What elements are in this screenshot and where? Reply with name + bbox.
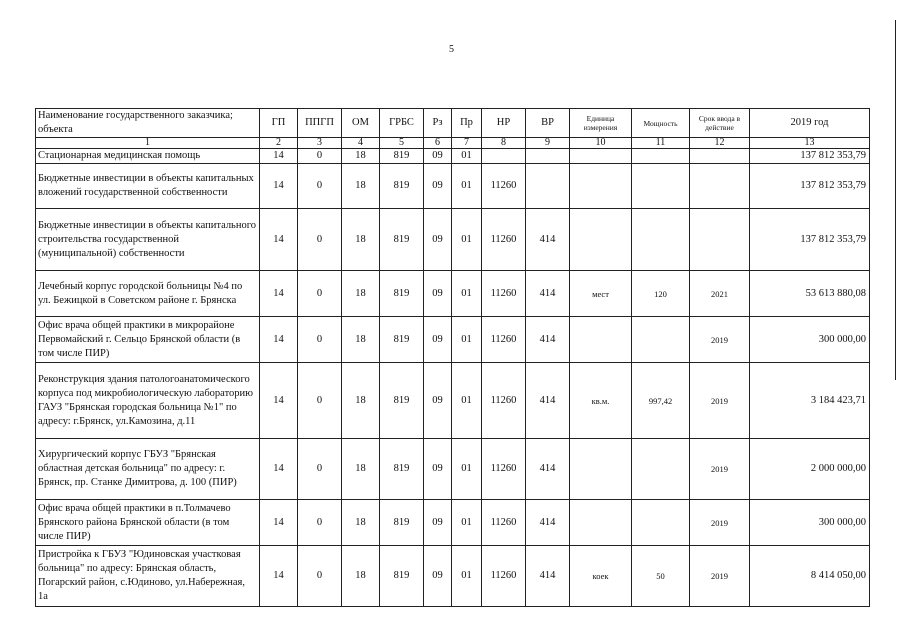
cell-pr: 01: [452, 164, 482, 209]
cell-grbs: 819: [380, 500, 424, 546]
table-row: [36, 546, 870, 607]
cell-ppgp: 0: [298, 363, 342, 439]
cell-vr: 414: [526, 317, 570, 363]
cell-name: Бюджетные инвестиции в объекты капитальных вложений государственной собственности: [36, 164, 260, 209]
column-number: 3: [298, 138, 342, 149]
table-row: [36, 209, 870, 271]
col-header-nr: НР: [482, 109, 526, 138]
cell-grbs: 819: [380, 546, 424, 607]
cell-om: 18: [342, 363, 380, 439]
cell-vr: 414: [526, 209, 570, 271]
column-number: 6: [424, 138, 452, 149]
cell-name: Реконструкция здания патологоанатомического корпуса под микробиологическую лабораторию ГАУЗ "Брянская городская больница №1" по адресу: г.Брянск, ул.Камозина, д.11: [36, 363, 260, 439]
cell-unit: [570, 500, 632, 546]
cell-om: 18: [342, 149, 380, 164]
col-header-om: ОМ: [342, 109, 380, 138]
cell-rz: 09: [424, 149, 452, 164]
cell-name: Офис врача общей практики в п.Толмачево Брянского района Брянской области (в том числе ПИР): [36, 500, 260, 546]
cell-nr: 11260: [482, 363, 526, 439]
cell-ppgp: 0: [298, 209, 342, 271]
cell-om: 18: [342, 271, 380, 317]
column-number: 13: [750, 138, 870, 149]
cell-gp: 14: [260, 271, 298, 317]
column-number: 12: [690, 138, 750, 149]
cell-nr: 11260: [482, 439, 526, 500]
cell-rz: 09: [424, 500, 452, 546]
cell-rz: 09: [424, 271, 452, 317]
cell-gp: 14: [260, 149, 298, 164]
cell-vr: [526, 149, 570, 164]
cell-ppgp: 0: [298, 271, 342, 317]
cell-vr: 414: [526, 500, 570, 546]
cell-term: 2019: [690, 439, 750, 500]
cell-grbs: 819: [380, 149, 424, 164]
cell-term: [690, 164, 750, 209]
cell-name: Пристройка к ГБУЗ "Юдиновская участковая больница" по адресу: Брянская область, Погарский район, с.Юдиново, ул.Набережная, 1а: [36, 546, 260, 607]
cell-grbs: 819: [380, 439, 424, 500]
column-number: 8: [482, 138, 526, 149]
cell-power: 997,42: [632, 363, 690, 439]
cell-term: [690, 149, 750, 164]
column-number-row: [36, 138, 870, 149]
cell-amount: 53 613 880,08: [750, 271, 870, 317]
cell-grbs: 819: [380, 317, 424, 363]
cell-gp: 14: [260, 546, 298, 607]
cell-amount: 300 000,00: [750, 500, 870, 546]
scan-edge-line: [895, 20, 896, 380]
cell-pr: 01: [452, 271, 482, 317]
table-row: [36, 271, 870, 317]
budget-table: [35, 108, 870, 607]
cell-term: 2019: [690, 546, 750, 607]
table-row: [36, 439, 870, 500]
cell-gp: 14: [260, 439, 298, 500]
cell-om: 18: [342, 500, 380, 546]
cell-om: 18: [342, 209, 380, 271]
cell-name: Офис врача общей практики в микрорайоне Первомайский г. Сельцо Брянской области (в том числе ПИР): [36, 317, 260, 363]
cell-rz: 09: [424, 439, 452, 500]
cell-power: 120: [632, 271, 690, 317]
column-number: 9: [526, 138, 570, 149]
col-header-gp: ГП: [260, 109, 298, 138]
cell-grbs: 819: [380, 164, 424, 209]
cell-name: Хирургический корпус ГБУЗ "Брянская областная детская больница" по адресу: г. Брянск, пр. Станке Димитрова, д. 100 (ПИР): [36, 439, 260, 500]
cell-nr: 11260: [482, 500, 526, 546]
cell-unit: коек: [570, 546, 632, 607]
cell-unit: [570, 149, 632, 164]
cell-amount: 3 184 423,71: [750, 363, 870, 439]
column-number: 2: [260, 138, 298, 149]
cell-nr: [482, 149, 526, 164]
cell-amount: 137 812 353,79: [750, 149, 870, 164]
cell-pr: 01: [452, 317, 482, 363]
cell-amount: 137 812 353,79: [750, 209, 870, 271]
col-header-term: Срок ввода в действие: [690, 109, 750, 138]
col-header-pr: Пр: [452, 109, 482, 138]
cell-pr: 01: [452, 149, 482, 164]
col-header-year: 2019 год: [750, 109, 870, 138]
table-row: [36, 164, 870, 209]
cell-pr: 01: [452, 209, 482, 271]
cell-ppgp: 0: [298, 546, 342, 607]
col-header-grbs: ГРБС: [380, 109, 424, 138]
cell-power: [632, 164, 690, 209]
cell-rz: 09: [424, 546, 452, 607]
cell-nr: 11260: [482, 317, 526, 363]
cell-rz: 09: [424, 317, 452, 363]
cell-pr: 01: [452, 546, 482, 607]
cell-vr: 414: [526, 546, 570, 607]
cell-om: 18: [342, 439, 380, 500]
cell-term: [690, 209, 750, 271]
column-number: 1: [36, 138, 260, 149]
cell-vr: 414: [526, 271, 570, 317]
column-number: 11: [632, 138, 690, 149]
cell-power: [632, 317, 690, 363]
cell-ppgp: 0: [298, 149, 342, 164]
cell-nr: 11260: [482, 209, 526, 271]
table-row: [36, 363, 870, 439]
col-header-name: Наименование государственного заказчика; объекта: [36, 109, 260, 138]
col-header-unit: Единица измерения: [570, 109, 632, 138]
cell-gp: 14: [260, 209, 298, 271]
cell-name: Лечебный корпус городской больницы №4 по ул. Бежицкой в Советском районе г. Брянска: [36, 271, 260, 317]
cell-term: 2019: [690, 363, 750, 439]
cell-name: Стационарная медицинская помощь: [36, 149, 260, 164]
cell-amount: 137 812 353,79: [750, 164, 870, 209]
cell-unit: [570, 317, 632, 363]
col-header-ppgp: ППГП: [298, 109, 342, 138]
cell-vr: [526, 164, 570, 209]
cell-power: [632, 209, 690, 271]
cell-power: 50: [632, 546, 690, 607]
cell-om: 18: [342, 317, 380, 363]
column-number: 4: [342, 138, 380, 149]
cell-rz: 09: [424, 363, 452, 439]
cell-amount: 8 414 050,00: [750, 546, 870, 607]
cell-amount: 300 000,00: [750, 317, 870, 363]
cell-grbs: 819: [380, 363, 424, 439]
cell-nr: 11260: [482, 546, 526, 607]
cell-unit: [570, 164, 632, 209]
cell-pr: 01: [452, 439, 482, 500]
cell-term: 2021: [690, 271, 750, 317]
cell-amount: 2 000 000,00: [750, 439, 870, 500]
cell-ppgp: 0: [298, 500, 342, 546]
cell-nr: 11260: [482, 271, 526, 317]
table-row: [36, 149, 870, 164]
cell-grbs: 819: [380, 209, 424, 271]
cell-ppgp: 0: [298, 164, 342, 209]
cell-unit: [570, 439, 632, 500]
cell-power: [632, 149, 690, 164]
cell-term: 2019: [690, 317, 750, 363]
cell-vr: 414: [526, 363, 570, 439]
col-header-vr: ВР: [526, 109, 570, 138]
cell-pr: 01: [452, 363, 482, 439]
cell-name: Бюджетные инвестиции в объекты капитального строительства государственной (муниципальной) собственности: [36, 209, 260, 271]
cell-rz: 09: [424, 164, 452, 209]
cell-rz: 09: [424, 209, 452, 271]
cell-nr: 11260: [482, 164, 526, 209]
cell-grbs: 819: [380, 271, 424, 317]
page-number: 5: [449, 44, 454, 55]
column-number: 7: [452, 138, 482, 149]
column-number: 5: [380, 138, 424, 149]
cell-om: 18: [342, 546, 380, 607]
table-row: [36, 317, 870, 363]
cell-vr: 414: [526, 439, 570, 500]
cell-pr: 01: [452, 500, 482, 546]
cell-unit: мест: [570, 271, 632, 317]
header-row: [36, 109, 870, 138]
cell-gp: 14: [260, 164, 298, 209]
cell-gp: 14: [260, 363, 298, 439]
cell-gp: 14: [260, 500, 298, 546]
table-row: [36, 500, 870, 546]
cell-gp: 14: [260, 317, 298, 363]
cell-om: 18: [342, 164, 380, 209]
column-number: 10: [570, 138, 632, 149]
cell-unit: кв.м.: [570, 363, 632, 439]
cell-ppgp: 0: [298, 439, 342, 500]
cell-term: 2019: [690, 500, 750, 546]
cell-unit: [570, 209, 632, 271]
col-header-rz: Рз: [424, 109, 452, 138]
cell-power: [632, 439, 690, 500]
cell-ppgp: 0: [298, 317, 342, 363]
cell-power: [632, 500, 690, 546]
col-header-power: Мощность: [632, 109, 690, 138]
